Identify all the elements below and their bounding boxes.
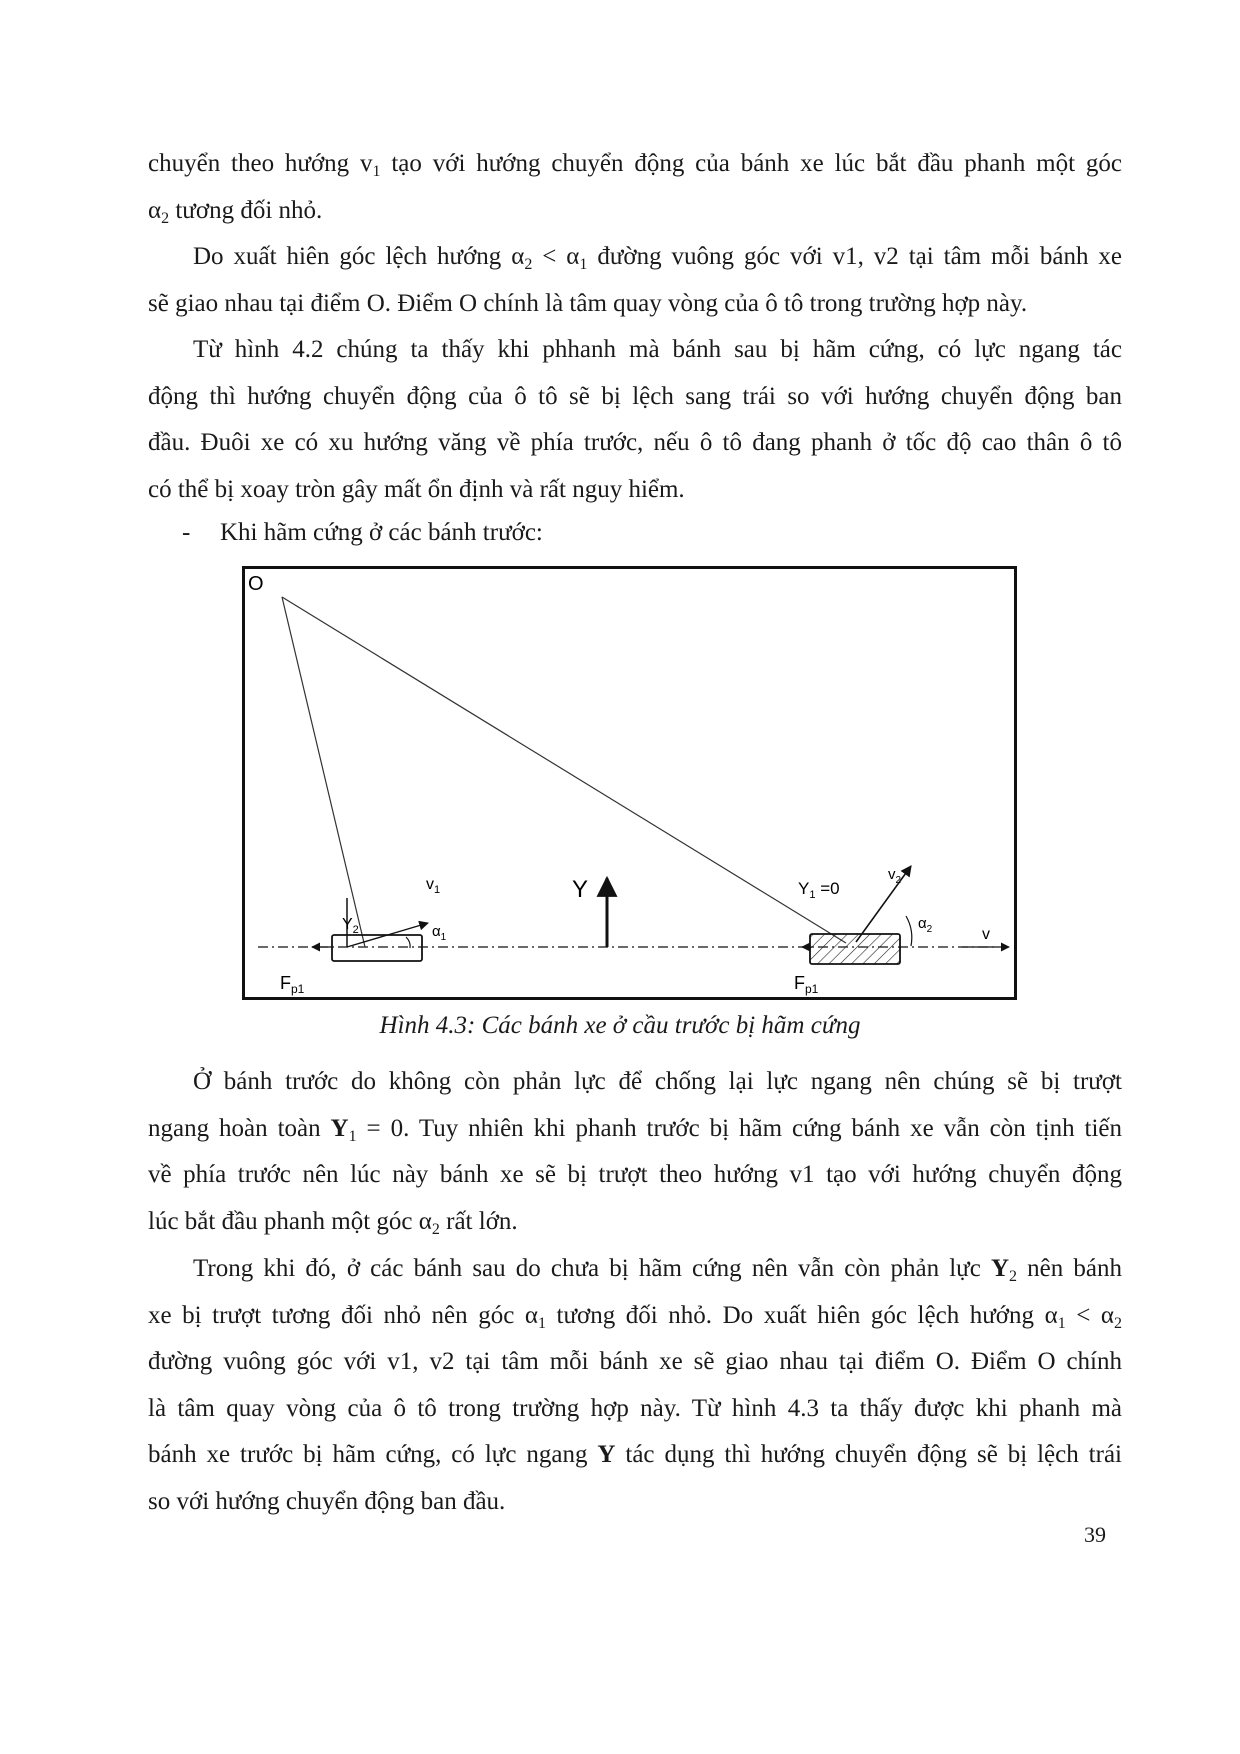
- v2-arrow: [856, 866, 911, 942]
- figure-caption: Hình 4.3: Các bánh xe ở cầu trước bị hãm cứng: [379, 1012, 861, 1039]
- paragraph-3-line-4: có thể bị xoay tròn gây mất ổn định và rất nguy hiểm.: [148, 475, 685, 503]
- paragraph-5-line-3: đường vuông góc với v1, v2 tại tâm mỗi bánh xe sẽ giao nhau tại điểm O. Điểm O chính: [148, 1348, 1122, 1375]
- label-y: Y: [572, 876, 589, 903]
- paragraph-5-line-2: xe bị trượt tương đối nhỏ nên góc $\alpha_1$ tương đối nhỏ. Do xuất hiên góc lệch hướng $\alpha_1 < \alpha_2$: [148, 1301, 1123, 1332]
- paragraph-4-line-2: ngang hoàn toàn $Y_1 = 0$. Tuy nhiên khi phanh trước bị hãm cứng bánh xe vẫn còn tịnh tiến: [148, 1114, 1122, 1145]
- paragraph-5-line-5: bánh xe trước bị hãm cứng, có lực ngang Y tác dụng thì hướng chuyển động sẽ bị lệch trái: [148, 1441, 1122, 1468]
- label-alpha2: $\alpha_2$: [918, 915, 933, 935]
- alpha1-arc: [406, 937, 410, 948]
- ray-o-to-rear-wheel: [282, 597, 365, 947]
- paragraph-3-line-1: Từ hình 4.2 chúng ta thấy khi phhanh mà bánh sau bị hãm cứng, có lực ngang tác: [193, 336, 1122, 363]
- figure-4-3-diagram: [242, 566, 1017, 1000]
- paragraph-2-line-2: sẽ giao nhau tại điểm O. Điểm O chính là tâm quay vòng của ô tô trong trường hợp này.: [148, 289, 1028, 317]
- paragraph-4-line-4: lúc bắt đầu phanh một góc $\alpha_2$ rất lớn.: [148, 1207, 518, 1238]
- label-fp1-left: $F_{p1}$: [280, 973, 305, 996]
- paragraph-4: [148, 1059, 1122, 1245]
- rear-wheel: [332, 935, 422, 961]
- label-v: v: [982, 926, 990, 943]
- paragraph-1-line-1: chuyển theo hướng $v_1$ tạo với hướng chuyển động của bánh xe lúc bắt đầu phanh một góc: [148, 150, 1122, 180]
- paragraph-5-line-6: so với hướng chuyển động ban đầu.: [148, 1487, 506, 1515]
- paragraph-5-line-1: Trong khi đó, ở các bánh sau do chưa bị hãm cứng nên vẫn còn phản lực $Y_2$ nên bánh: [193, 1255, 1122, 1285]
- label-y2: $Y_2$: [342, 916, 359, 936]
- label-fp1-right: $F_{p1}$: [794, 973, 819, 996]
- page-number: 39: [1084, 1522, 1106, 1547]
- paragraph-1: [148, 141, 1122, 234]
- bullet-marker: -: [182, 519, 191, 546]
- label-alpha1: $\alpha_1$: [432, 923, 447, 943]
- paragraph-1-line-2: $\alpha_2$ tương đối nhỏ.: [148, 196, 323, 227]
- paragraph-5-line-4: là tâm quay vòng của ô tô trong trường hợp này. Từ hình 4.3 ta thấy được khi phanh mà: [148, 1394, 1122, 1422]
- front-wheel-locked: [810, 934, 900, 964]
- label-v2: $v_2$: [888, 866, 902, 886]
- paragraph-2: [148, 234, 1122, 327]
- paragraph-3-line-3: đầu. Đuôi xe có xu hướng văng về phía trước, nếu ô tô đang phanh ở tốc độ cao thân ô tô: [148, 429, 1122, 456]
- paragraph-5: [148, 1246, 1122, 1525]
- paragraph-4-line-3: về phía trước nên lúc này bánh xe sẽ bị trượt theo hướng v1 tạo với hướng chuyển động: [148, 1161, 1122, 1188]
- alpha2-arc: [906, 916, 912, 946]
- label-v1: $v_1$: [426, 876, 441, 896]
- ray-o-to-front-wheel: [282, 597, 846, 943]
- paragraph-3-line-2: động thì hướng chuyển động của ô tô sẽ bị lệch sang trái so với hướng chuyển động ban: [148, 382, 1122, 410]
- paragraph-2-line-1: Do xuất hiên góc lệch hướng $\alpha_2 < \alpha_1$ đường vuông góc với v1, v2 tại tâm mỗi bánh xe: [193, 243, 1122, 273]
- paragraph-4-line-1: Ở bánh trước do không còn phản lực để chống lại lực ngang nên chúng sẽ bị trượt: [193, 1068, 1122, 1095]
- bullet-text: Khi hãm cứng ở các bánh trước:: [220, 519, 543, 546]
- label-y1: $Y_1 =0$: [798, 879, 840, 901]
- label-o: O: [248, 573, 264, 595]
- paragraph-3: [148, 327, 1122, 513]
